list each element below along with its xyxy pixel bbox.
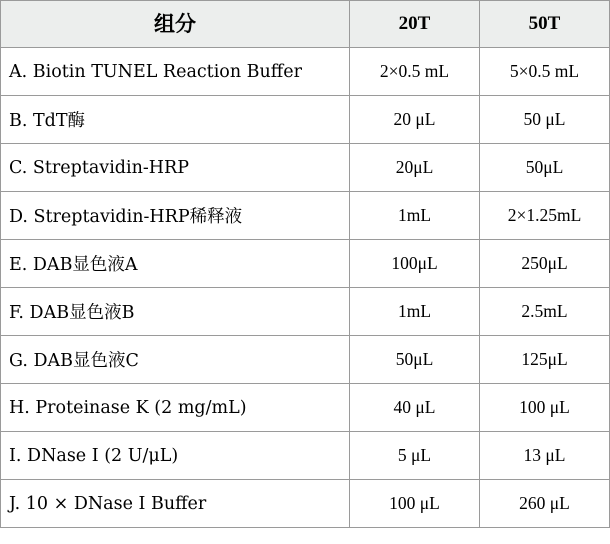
cell-component: D. Streptavidin-HRP稀释液 [1,192,350,240]
cell-component: J. 10 × DNase I Buffer [1,480,350,528]
cell-qty-20t: 40 μL [350,384,480,432]
cell-qty-50t: 250μL [480,240,610,288]
table-header [1,1,610,48]
column-header-20t: 20T [350,1,480,48]
cell-component: C. Streptavidin-HRP [1,144,350,192]
cell-component: I. DNase I (2 U/μL) [1,432,350,480]
cell-component: F. DAB显色液B [1,288,350,336]
table-row [1,240,610,288]
cell-qty-50t: 50 μL [480,96,610,144]
cell-component: G. DAB显色液C [1,336,350,384]
cell-qty-50t: 125μL [480,336,610,384]
cell-qty-50t: 2.5mL [480,288,610,336]
table-row [1,48,610,96]
table-body [1,48,610,528]
cell-qty-50t: 100 μL [480,384,610,432]
table-row [1,480,610,528]
column-header-50t: 50T [480,1,610,48]
column-header-component: 组分 [1,1,350,48]
cell-qty-20t: 1mL [350,192,480,240]
table-row [1,432,610,480]
cell-qty-50t: 5×0.5 mL [480,48,610,96]
cell-qty-20t: 1mL [350,288,480,336]
cell-qty-50t: 13 μL [480,432,610,480]
cell-qty-20t: 20μL [350,144,480,192]
cell-qty-50t: 50μL [480,144,610,192]
table-header-row [1,1,610,48]
cell-component: E. DAB显色液A [1,240,350,288]
cell-qty-20t: 100 μL [350,480,480,528]
cell-qty-20t: 20 μL [350,96,480,144]
table-row [1,96,610,144]
table-row [1,192,610,240]
cell-qty-50t: 260 μL [480,480,610,528]
cell-component: A. Biotin TUNEL Reaction Buffer [1,48,350,96]
cell-qty-50t: 2×1.25mL [480,192,610,240]
table-row [1,336,610,384]
table-row [1,288,610,336]
cell-qty-20t: 50μL [350,336,480,384]
cell-component: B. TdT酶 [1,96,350,144]
table-row [1,144,610,192]
cell-qty-20t: 5 μL [350,432,480,480]
cell-component: H. Proteinase K (2 mg/mL) [1,384,350,432]
cell-qty-20t: 2×0.5 mL [350,48,480,96]
cell-qty-20t: 100μL [350,240,480,288]
table-row [1,384,610,432]
